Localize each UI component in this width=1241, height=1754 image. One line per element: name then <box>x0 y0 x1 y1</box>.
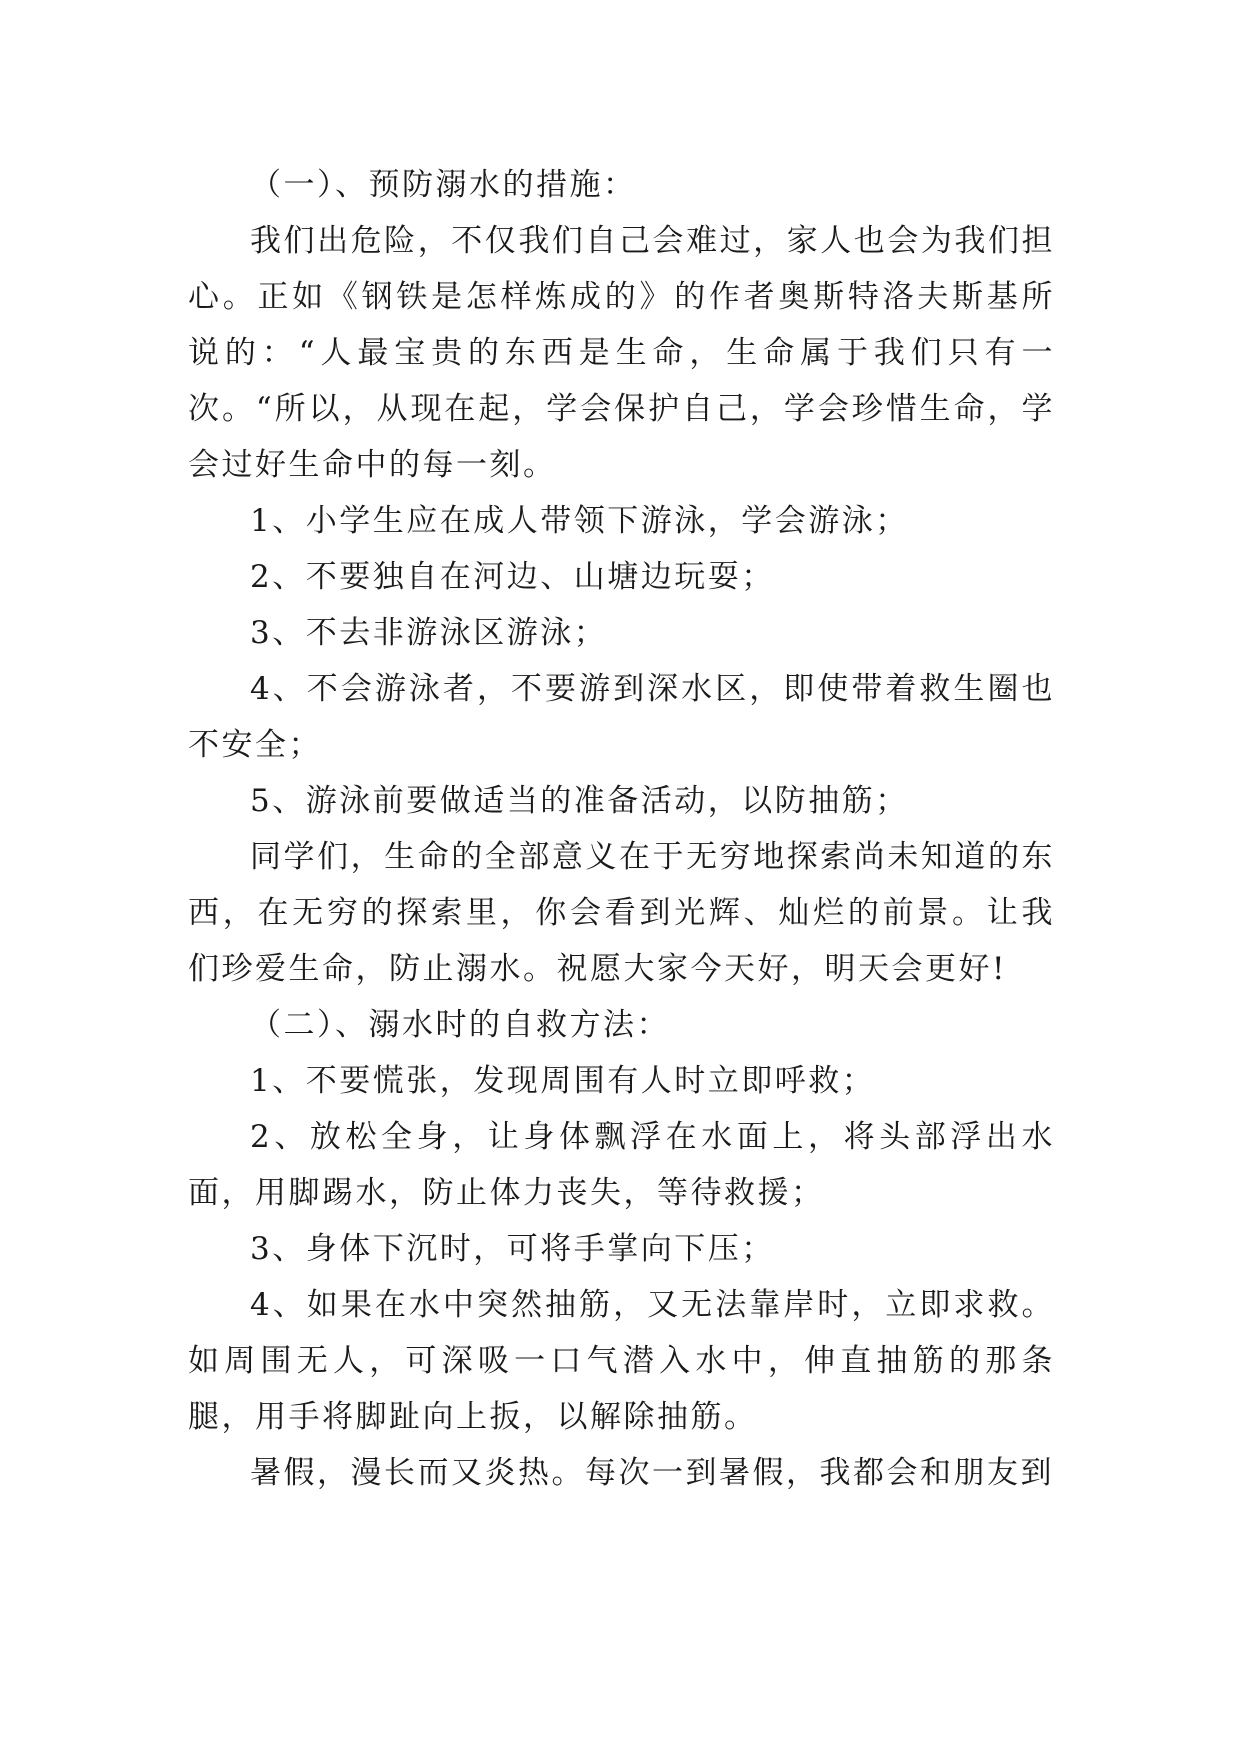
list-item-prevention-2: 2、不要独自在河边、山塘边玩耍； <box>250 559 775 595</box>
list-item-prevention-4: 4、不会游泳者，不要游到深水区，即使带着救生圈也不安全； <box>188 671 1055 763</box>
paragraph-summer: 暑假，漫长而又炎热。每次一到暑假，我都会和朋友到 <box>250 1455 1054 1491</box>
list-item-prevention-5: 5、游泳前要做适当的准备活动，以防抽筋； <box>250 783 909 819</box>
list-item-rescue-2: 2、放松全身，让身体飘浮在水面上，将头部浮出水面，用脚踢水，防止体力丧失，等待救援； <box>188 1119 1055 1211</box>
section-heading-prevention: （一）、预防溺水的措施： <box>250 167 637 203</box>
list-item-rescue-4: 4、如果在水中突然抽筋，又无法靠岸时，立即求救。如周围无人，可深吸一口气潜入水中，伸直抽筋的那条腿，用手将脚趾向上扳，以解除抽筋。 <box>188 1287 1055 1435</box>
document-body <box>188 157 1055 1501</box>
section-heading-self-rescue: （二）、溺水时的自救方法： <box>250 1007 670 1043</box>
list-item-prevention-1: 1、小学生应在成人带领下游泳，学会游泳； <box>250 503 909 539</box>
list-item-prevention-3: 3、不去非游泳区游泳； <box>250 615 608 651</box>
list-item-rescue-1: 1、不要慌张，发现周围有人时立即呼救； <box>250 1063 876 1099</box>
list-item-rescue-3: 3、身体下沉时，可将手掌向下压； <box>250 1231 775 1267</box>
paragraph-intro: 我们出危险，不仅我们自己会难过，家人也会为我们担心。正如《钢铁是怎样炼成的》的作者奥斯特洛夫斯基所说的：“人最宝贵的东西是生命，生命属于我们只有一次。“所以，从现在起，学会保护自己，学会珍惜生命，学会过好生命中的每一刻。 <box>188 223 1055 483</box>
paragraph-closing: 同学们，生命的全部意义在于无穷地探索尚未知道的东西，在无穷的探索里，你会看到光辉、灿烂的前景。让我们珍爱生命，防止溺水。祝愿大家今天好，明天会更好! <box>188 839 1055 987</box>
